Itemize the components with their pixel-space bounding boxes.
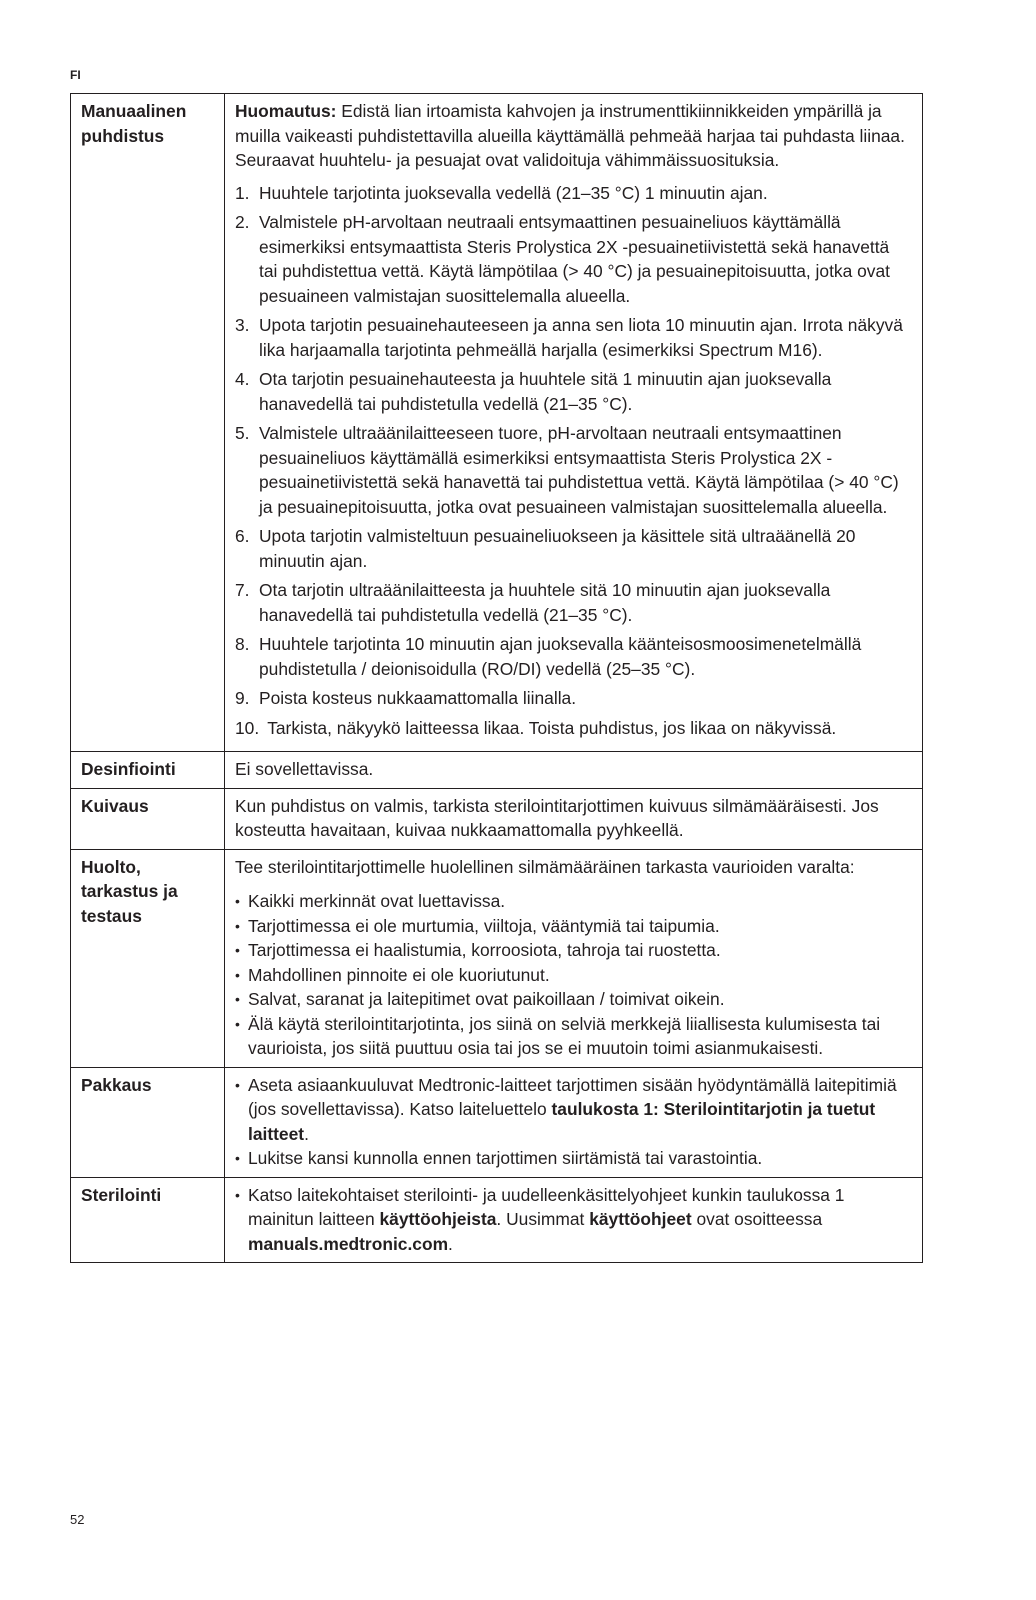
step-item [235, 716, 912, 741]
table-row-manual-cleaning [71, 94, 923, 752]
row-content-drying: Kun puhdistus on valmis, tarkista sterilointitarjottimen kuivuus silmämääräisesti. Jos kosteutta havaitaan, kuivaa nukkaamattomalla pyyhkeellä. [225, 788, 923, 849]
list-item: • Mahdollinen pinnoite ei ole kuoriutunut. [235, 963, 912, 988]
step-item [235, 578, 912, 627]
language-code: FI [70, 68, 81, 82]
manuals-url: manuals.medtronic.com [248, 1233, 449, 1254]
step-item [235, 367, 912, 416]
step-item [235, 181, 912, 206]
step-number: 9. [235, 688, 250, 708]
list-item: • Älä käytä sterilointitarjotinta, jos siinä on selviä merkkejä liiallisesta kulumisesta tai vaurioista, jos siitä puuttuu osia tai jos se ei muutoin toimi asianmukaisesti. [235, 1012, 912, 1061]
step-number: 2. [235, 212, 250, 232]
step-text: Huuhtele tarjotinta 10 minuutin ajan juoksevalla käänteisosmoosimenetelmällä puhdistetulla / deionisoidulla (RO/DI) vedellä (25–35 °C). [259, 634, 862, 679]
cleaning-note [235, 99, 912, 173]
cleaning-steps-list [235, 181, 912, 741]
step-text: Ota tarjotin ultraäänilaitteesta ja huuhtele sitä 10 minuutin ajan juoksevalla hanavedellä tai puhdistetulla vedellä (21–35 °C). [259, 580, 831, 625]
table-reference: taulukosta 1: Sterilointitarjotin ja tuetut laitteet [248, 1099, 876, 1144]
step-text: Upota tarjotin pesuainehauteeseen ja anna sen liota 10 minuutin ajan. Irrota näkyvä lika harjaamalla tarjotinta pehmeällä harjalla (esimerkiksi Spectrum M16). [259, 315, 903, 360]
row-content-disinfection: Ei sovellettavissa. [225, 752, 923, 789]
step-text: Poista kosteus nukkaamattomalla liinalla. [259, 688, 577, 708]
table-row-packaging [71, 1067, 923, 1177]
instructions-table [70, 93, 923, 1263]
step-text: Valmistele ultraäänilaitteeseen tuore, pH-arvoltaan neutraali entsymaattinen pesuaineliuos käyttämällä esimerkiksi entsymaattista Steris Prolystica 2X -pesuainetiivistettä sekä hanavettä tai puhdistettua vettä. Käytä lämpötilaa (> 40 °C) ja pesuainepitoisuutta, jotka ovat pesuaineen valmistajan suosittelemalla alueella. [259, 423, 899, 517]
packaging-text-end: . [304, 1123, 309, 1144]
note-text: Edistä lian irtoamista kahvojen ja instrumenttikiinnikkeiden ympärillä ja muilla vaikeasti puhdistettavilla alueilla käyttämällä pehmeää harjaa tai puhdasta liinaa. Seuraavat huuhtelu- ja pesuajat ovat validoituja vähimmäissuosituksia. [235, 101, 905, 170]
step-number: 5. [235, 423, 250, 443]
step-item [235, 524, 912, 573]
step-item [235, 632, 912, 681]
list-item [235, 1183, 912, 1257]
row-content-packaging [225, 1067, 923, 1177]
row-label-drying: Kuivaus [71, 788, 225, 849]
list-item: • Salvat, saranat ja laitepitimet ovat paikoillaan / toimivat oikein. [235, 987, 912, 1012]
table-row-disinfection [71, 752, 923, 789]
step-text: Huuhtele tarjotinta juoksevalla vedellä (21–35 °C) 1 minuutin ajan. [259, 182, 768, 203]
list-item [235, 1073, 912, 1147]
step-number: 8. [235, 634, 250, 654]
step-item [235, 421, 912, 519]
row-label-packaging: Pakkaus [71, 1067, 225, 1177]
maintenance-checklist [235, 889, 912, 1061]
ifu-reference: käyttöohjeista [379, 1209, 497, 1229]
row-label-manual-cleaning: Manuaalinen puhdistus [71, 94, 225, 752]
step-item [235, 686, 912, 711]
step-number: 1. [235, 182, 250, 203]
row-label-disinfection: Desinfiointi [71, 752, 225, 789]
sterilization-text: . [448, 1233, 453, 1254]
step-number: 10. [235, 717, 260, 738]
step-text: Ota tarjotin pesuainehauteesta ja huuhtele sitä 1 minuutin ajan juoksevalla hanavedellä tai puhdistetulla vedellä (21–35 °C). [259, 369, 832, 414]
ifu-reference: käyttöohjeet [589, 1209, 692, 1229]
sterilization-text: ovat osoitteessa [691, 1209, 823, 1229]
list-item: • Tarjottimessa ei haalistumia, korroosiota, tahroja tai ruostetta. [235, 938, 912, 963]
row-content-maintenance [225, 849, 923, 1067]
step-text: Tarkista, näkyykö laitteessa likaa. Toista puhdistus, jos likaa on näkyvissä. [267, 717, 837, 738]
step-item [235, 313, 912, 362]
sterilization-list [235, 1183, 912, 1257]
table-row-maintenance [71, 849, 923, 1067]
list-item: • Lukitse kansi kunnolla ennen tarjottimen siirtämistä tai varastointia. [235, 1146, 912, 1171]
step-number: 3. [235, 315, 250, 335]
packaging-text: Aseta asiaankuuluvat Medtronic-laitteet tarjottimen sisään hyödyntämällä laitepitimiä (jos sovellettavissa). Katso laiteluettelo [248, 1074, 897, 1119]
step-text: Valmistele pH-arvoltaan neutraali entsymaattinen pesuaineliuos käyttämällä esimerkiksi entsymaattista Steris Prolystica 2X -pesuainetiivistettä sekä hanavettä tai puhdistettua vettä. Käytä lämpötilaa (> 40 °C) ja pesuainepitoisuutta, jotka ovat pesuaineen valmistajan suosittelemalla alueella. [259, 212, 890, 306]
step-number: 7. [235, 580, 250, 600]
row-label-sterilization: Sterilointi [71, 1177, 225, 1263]
sterilization-text: Katso laitekohtaiset sterilointi- ja uudelleenkäsittelyohjeet kunkin taulukossa 1 mainitun laitteen [248, 1184, 845, 1229]
list-item: • Kaikki merkinnät ovat luettavissa. [235, 889, 912, 914]
step-text: Upota tarjotin valmisteltuun pesuaineliuokseen ja käsittele sitä ultraäänellä 20 minuutin ajan. [259, 526, 856, 571]
list-item: • Tarjottimessa ei ole murtumia, viiltoja, vääntymiä tai taipumia. [235, 914, 912, 939]
packaging-list [235, 1073, 912, 1171]
sterilization-text: . Uusimmat [496, 1209, 590, 1229]
table-row-sterilization [71, 1177, 923, 1263]
page-number: 52 [70, 1512, 85, 1527]
table-row-drying [71, 788, 923, 849]
row-content-sterilization [225, 1177, 923, 1263]
row-label-maintenance: Huolto, tarkastus ja testaus [71, 849, 225, 1067]
step-number: 6. [235, 526, 250, 546]
maintenance-intro: Tee sterilointitarjottimelle huolellinen silmämääräinen tarkasta vaurioiden varalta: [235, 856, 855, 877]
step-number: 4. [235, 369, 250, 389]
row-content-manual-cleaning [225, 94, 923, 752]
note-label: Huomautus: [235, 101, 337, 121]
step-item [235, 210, 912, 308]
